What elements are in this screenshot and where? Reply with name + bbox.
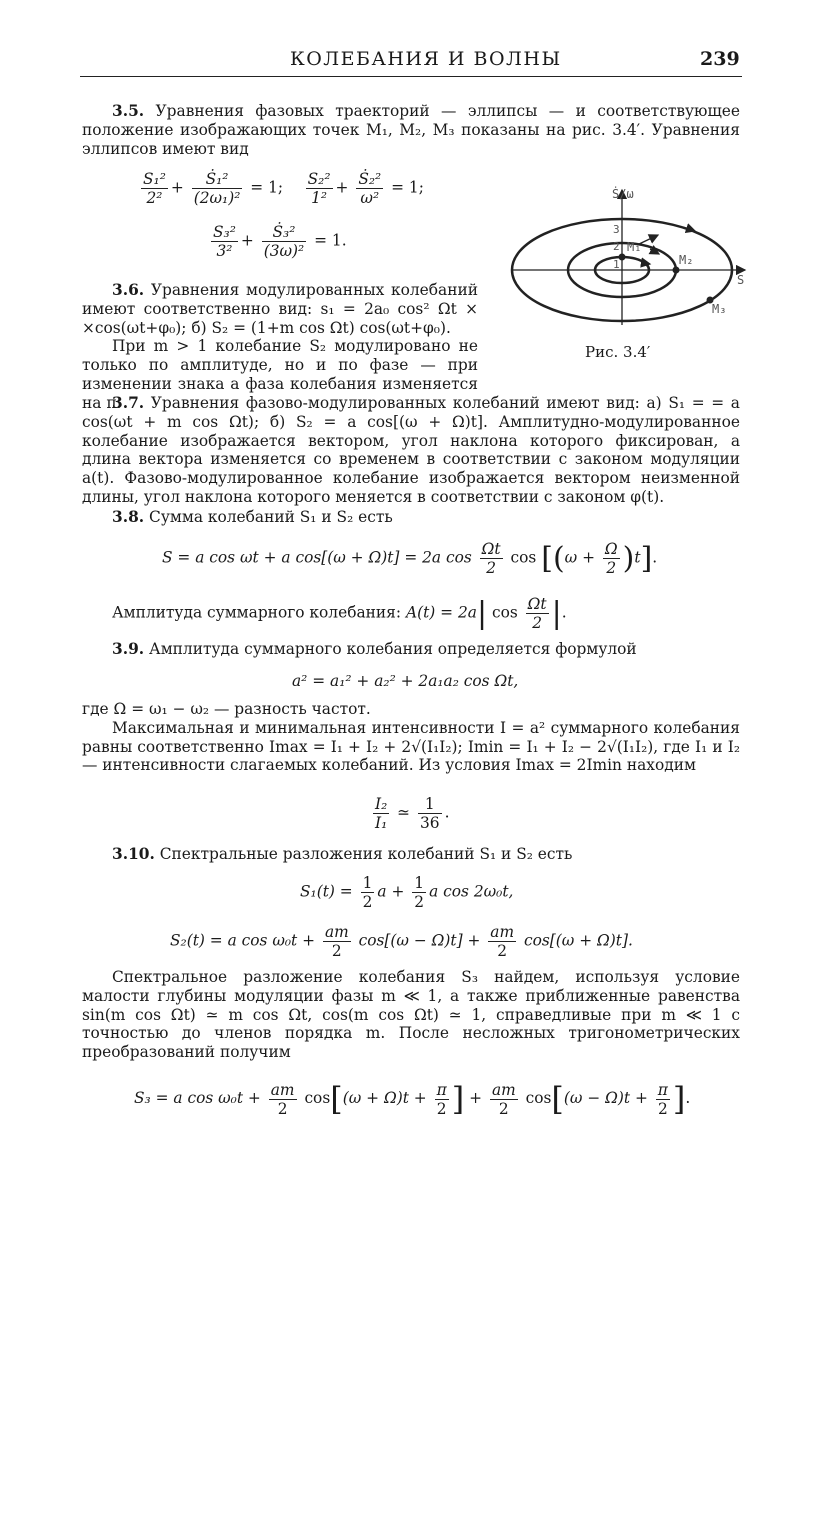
spectrum-s2: S₂(t) = a cos ω₀t + $\frac{am}{2}$ cos[(ω − Ω)t] + $\frac{am}{2}$ cos[(ω + Ω)t]. <box>170 923 633 960</box>
sum-equation: S = a cos ωt + a cos[(ω + Ω)t] = 2a cos $\frac{\Omega t}{2}$ cos [(ω + $\frac{\Omega}{2}$ )t]. <box>162 540 658 577</box>
ellipse-equations-1: $\frac{\text{S₁²}}{\text{2²}}$ + $\frac{\text{Ṡ₁²}}{\text{(2ω₁)²}}$ = 1; $\frac{\text{S₂²}}{\text{1²}}$ + $\frac{\text{Ṡ₂²}}{\text{ω²}}$ = 1; <box>143 170 424 207</box>
x-axis-label: S <box>737 273 745 287</box>
tick-3: 3 <box>613 223 620 236</box>
problem-number: 3.10. <box>112 845 155 863</box>
problem-text: Спектральные разложения колебаний S₁ и S₂ есть <box>159 845 573 863</box>
y-axis-label: Ṡ/ω <box>612 187 634 201</box>
problem-number: 3.6. <box>112 281 145 299</box>
phase-portrait-figure <box>505 180 753 330</box>
problem-number: 3.9. <box>112 640 145 658</box>
tick-1: 1 <box>613 258 620 271</box>
problem-text: Уравнения фазовых траекторий — эллипсы — и соответствующее положение изображающих точек M₁, M₂, M₃ показаны на рис. 3.4′. Уравнения эллипсов имеют вид <box>82 102 740 158</box>
amplitude-equation: a² = a₁² + a₂² + 2a₁a₂ cos Ωt, <box>292 672 519 690</box>
spectrum-text: Спектральное разложение колебания S₃ найдем, используя условие малости глубины модуляции фазы m ≪ 1, а также приближенные равенства sin(m cos Ωt) ≃ m cos Ωt, cos(m cos Ωt) ≃ 1, справедливые при m ≪ 1 с точностью до членов порядка m. После несложных тригонометрических преобразований получим <box>82 968 740 1062</box>
problem-text: Амплитуда суммарного колебания определяется формулой <box>149 640 637 658</box>
header-rule <box>80 76 742 77</box>
problem-text: Уравнения фазово-модулированных колебаний имеют вид: а) S₁ = = a cos(ωt + m cos Ωt); б) S₂ = a cos[(ω + Ω)t]. Амплитудно-модулированное колебание изображается вектором, угол наклона которого фиксирован, а длина вектора изменяется со временем в соответствии с законом модуляции a(t). Фазово-модулированное колебание изображается вектором неизменной длины, угол наклона которого меняется в соответствии с законом φ(t). <box>82 394 740 506</box>
problem-3-6 <box>82 281 478 413</box>
amplitude-line: Амплитуда суммарного колебания: A(t) = 2a| cos $\frac{\Omega t}{2}$ |. <box>112 595 567 632</box>
ellipse-equations-2: $\frac{\text{S₃²}}{\text{3²}}$ + $\frac{\text{Ṡ₃²}}{\text{(3ω)²}}$ = 1. <box>213 223 347 260</box>
running-header: КОЛЕБАНИЯ И ВОЛНЫ <box>290 48 562 70</box>
problem-3-8 <box>82 508 740 527</box>
spectrum-s1: S₁(t) = $\frac{1}{2}$ a + $\frac{1}{2}$ a cos 2ω₀t, <box>300 874 514 911</box>
problem-number: 3.8. <box>112 508 145 526</box>
spectrum-s3: S₃ = a cos ω₀t + $\frac{am}{2}$ cos[(ω + Ω)t + $\frac{\pi}{2}$ ] + $\frac{am}{2}$ cos[(ω − Ω)t + $\frac{\pi}{2}$ ]. <box>134 1080 691 1118</box>
problem-3-9-continued <box>82 700 740 775</box>
problem-3-10-continued <box>82 968 740 1062</box>
problem-text: Сумма колебаний S₁ и S₂ есть <box>149 508 393 526</box>
where-line: где Ω = ω₁ − ω₂ — разность частот. <box>82 700 371 718</box>
problem-3-5 <box>82 102 740 158</box>
problem-number: 3.7. <box>112 394 145 412</box>
problem-3-7 <box>82 394 740 507</box>
problem-number: 3.5. <box>112 102 145 120</box>
label-m2: M₂ <box>679 253 694 267</box>
page-number: 239 <box>700 48 740 70</box>
problem-text-2: При m > 1 колебание S₂ модулировано не только по амплитуде, но и по фазе — при изменении знака a фаза колебания изменяется на π. <box>82 337 478 412</box>
label-m1: M₁ <box>627 240 642 254</box>
problem-3-10 <box>82 845 740 864</box>
problem-text: Уравнения модулированных колебаний имеют соответственно вид: s₁ = 2a₀ cos² Ωt × ×cos(ωt+φ₀); б) S₂ = (1+m cos Ωt) cos(ωt+φ₀). <box>82 281 478 337</box>
tick-2: 2 <box>613 240 620 253</box>
problem-3-9 <box>82 640 740 659</box>
ratio-equation: $\frac{\text{I₂}}{\text{I₁}}$ ≃ $\frac{1}{36}$ . <box>375 795 450 832</box>
intensity-text: Максимальная и минимальная интенсивности I = a² суммарного колебания равны соответственно Imax = I₁ + I₂ + 2√(I₁I₂); Imin = I₁ + I₂ − 2√(I₁I₂), где I₁ и I₂ — интенсивности слагаемых колебаний. Из условия Imax = 2Imin находим <box>82 718 740 775</box>
point-m2 <box>673 267 680 274</box>
figure-caption: Рис. 3.4′ <box>585 343 651 361</box>
label-m3: M₃ <box>712 302 727 316</box>
